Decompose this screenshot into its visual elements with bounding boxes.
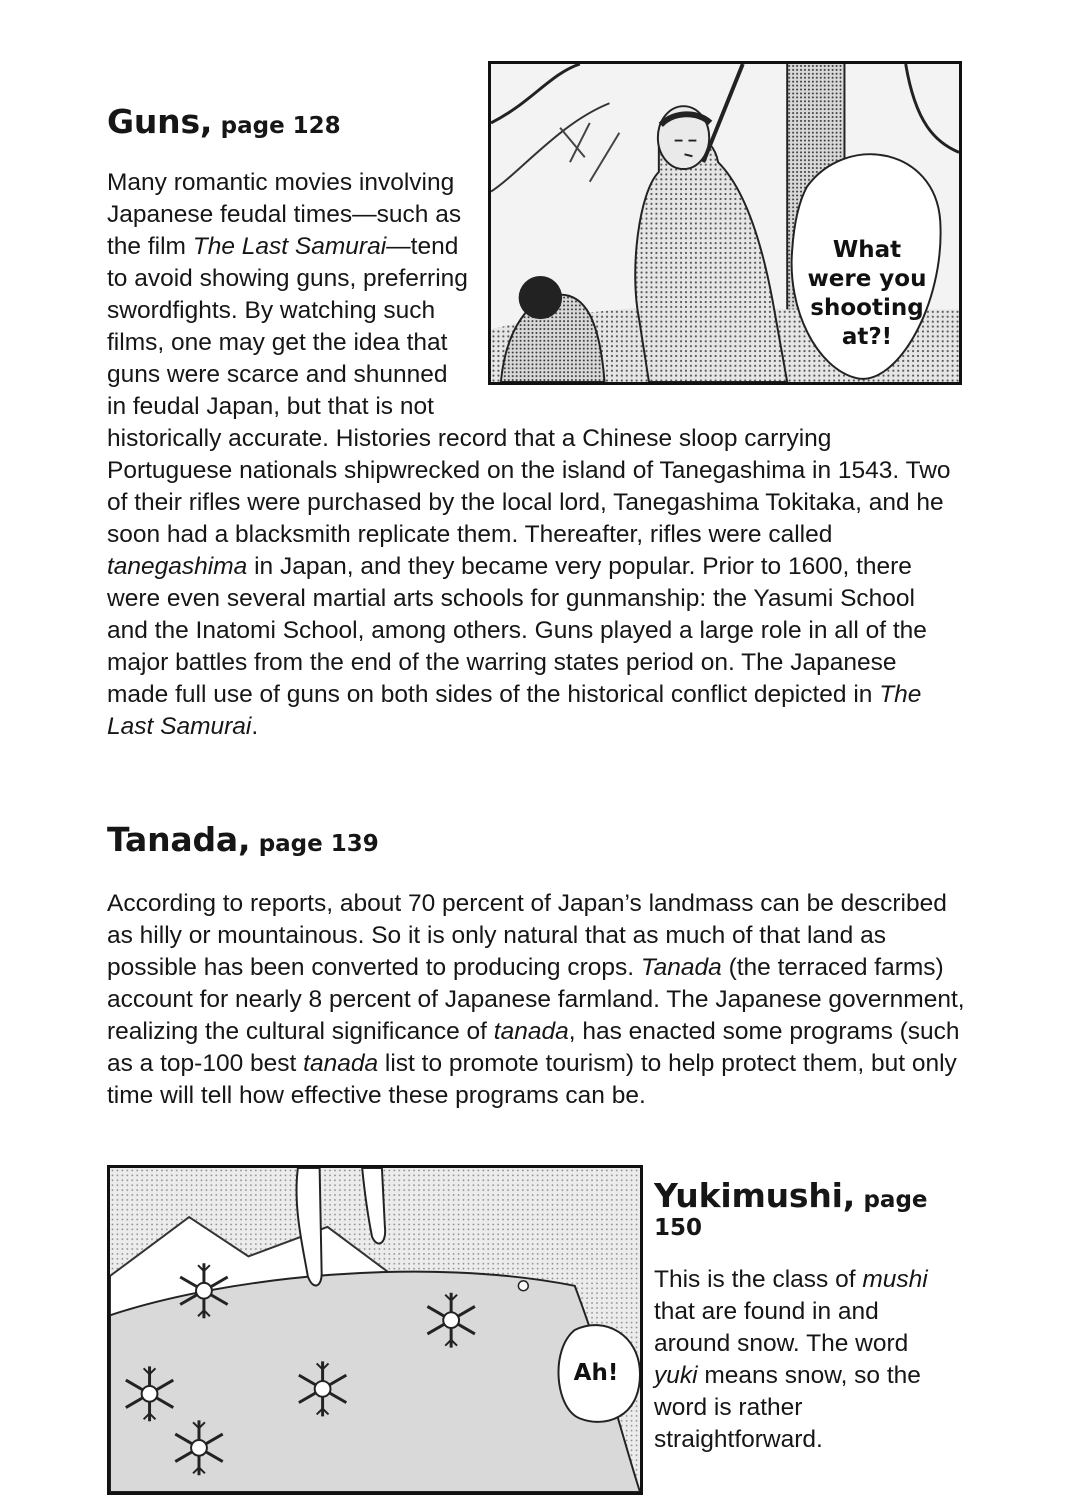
guns-text-2: —tend to avoid showing guns, preferring swordfights. By watching such films, one may get the idea that guns were scarce and shunned in feudal Japan, but that is not historically accurate. Histories record that a Chinese sloop carrying Portuguese nationals shipwrecked on the island of Tanegashima in 1543. Two of their rifles were purchased by the local lord, Tanegashima Tokitaka, and he soon had a blacksmith replicate them. Thereafter, rifles were called xyxy=(107,233,951,549)
speech-bubble-what-were-you-shooting: What were you shooting at?! xyxy=(807,237,927,350)
yukimushi-text-2: that are found in and around snow. The word xyxy=(654,1297,909,1357)
guns-text-1: Many romantic movies involving Japanese feudal times—such as the film xyxy=(107,169,462,261)
snowflake-illustration xyxy=(110,1168,640,1492)
tanada-section xyxy=(107,822,967,1112)
yukimushi-text-3: means snow, so the word is rather straightforward. xyxy=(654,1361,921,1453)
guns-film-title-1: The Last Samurai xyxy=(192,233,387,261)
guns-section xyxy=(107,104,962,743)
guns-heading xyxy=(107,104,467,140)
yukimushi-term-mushi: mushi xyxy=(862,1265,928,1293)
tanada-heading xyxy=(107,822,967,858)
yukimushi-heading xyxy=(654,1178,954,1242)
yukimushi-term-yuki: yuki xyxy=(654,1361,698,1389)
tanada-body-text xyxy=(107,888,967,1112)
guns-term-tanegashima: tanegashima xyxy=(107,553,248,581)
guns-text-4: . xyxy=(251,713,259,741)
tanada-text-1: According to reports, about 70 percent of Japan’s landmass can be described as hilly or mountainous. So it is only natural that as much of that land as possible has been converted to producing crops. xyxy=(107,890,947,982)
tanada-term-3: tanada xyxy=(303,1050,379,1078)
guns-text-3: in Japan, and they became very popular. Prior to 1600, there were even several martial arts schools for gunmanship: the Yasumi School and the Inatomi School, among others. Guns played a large role in all of the major battles from the end of the warring states period on. The Japanese made full use of guns on both sides of the historical conflict depicted in xyxy=(107,553,927,709)
manga-panel-snowflakes xyxy=(107,1165,643,1495)
yukimushi-heading-page: page 150 xyxy=(654,1187,928,1242)
yukimushi-section xyxy=(654,1178,954,1456)
tanada-heading-title: Tanada, xyxy=(107,820,251,859)
speech-bubble-ah: Ah! xyxy=(573,1359,619,1386)
yukimushi-body-text xyxy=(654,1264,954,1456)
tanada-heading-page: page 139 xyxy=(258,831,379,857)
guns-heading-title: Guns, xyxy=(107,102,213,141)
manga-panel-hunter xyxy=(488,61,962,385)
guns-heading-page: page 128 xyxy=(220,113,341,139)
guns-film-title-2: The Last Samurai xyxy=(107,681,922,741)
tanada-text-4: list to promote tourism) to help protect them, but only time will tell how effective these programs can be. xyxy=(107,1050,957,1110)
yukimushi-text-1: This is the class of xyxy=(654,1265,863,1293)
tanada-term-1: Tanada xyxy=(640,954,722,982)
tanada-text-3: , has enacted some programs (such as a top-100 best xyxy=(107,1018,960,1078)
tanada-text-2: (the terraced farms) account for nearly 8 percent of Japanese farmland. The Japanese government, realizing the cultural significance of xyxy=(107,954,965,1046)
tanada-term-2: tanada xyxy=(493,1018,569,1046)
yukimushi-heading-title: Yukimushi, xyxy=(654,1176,856,1215)
